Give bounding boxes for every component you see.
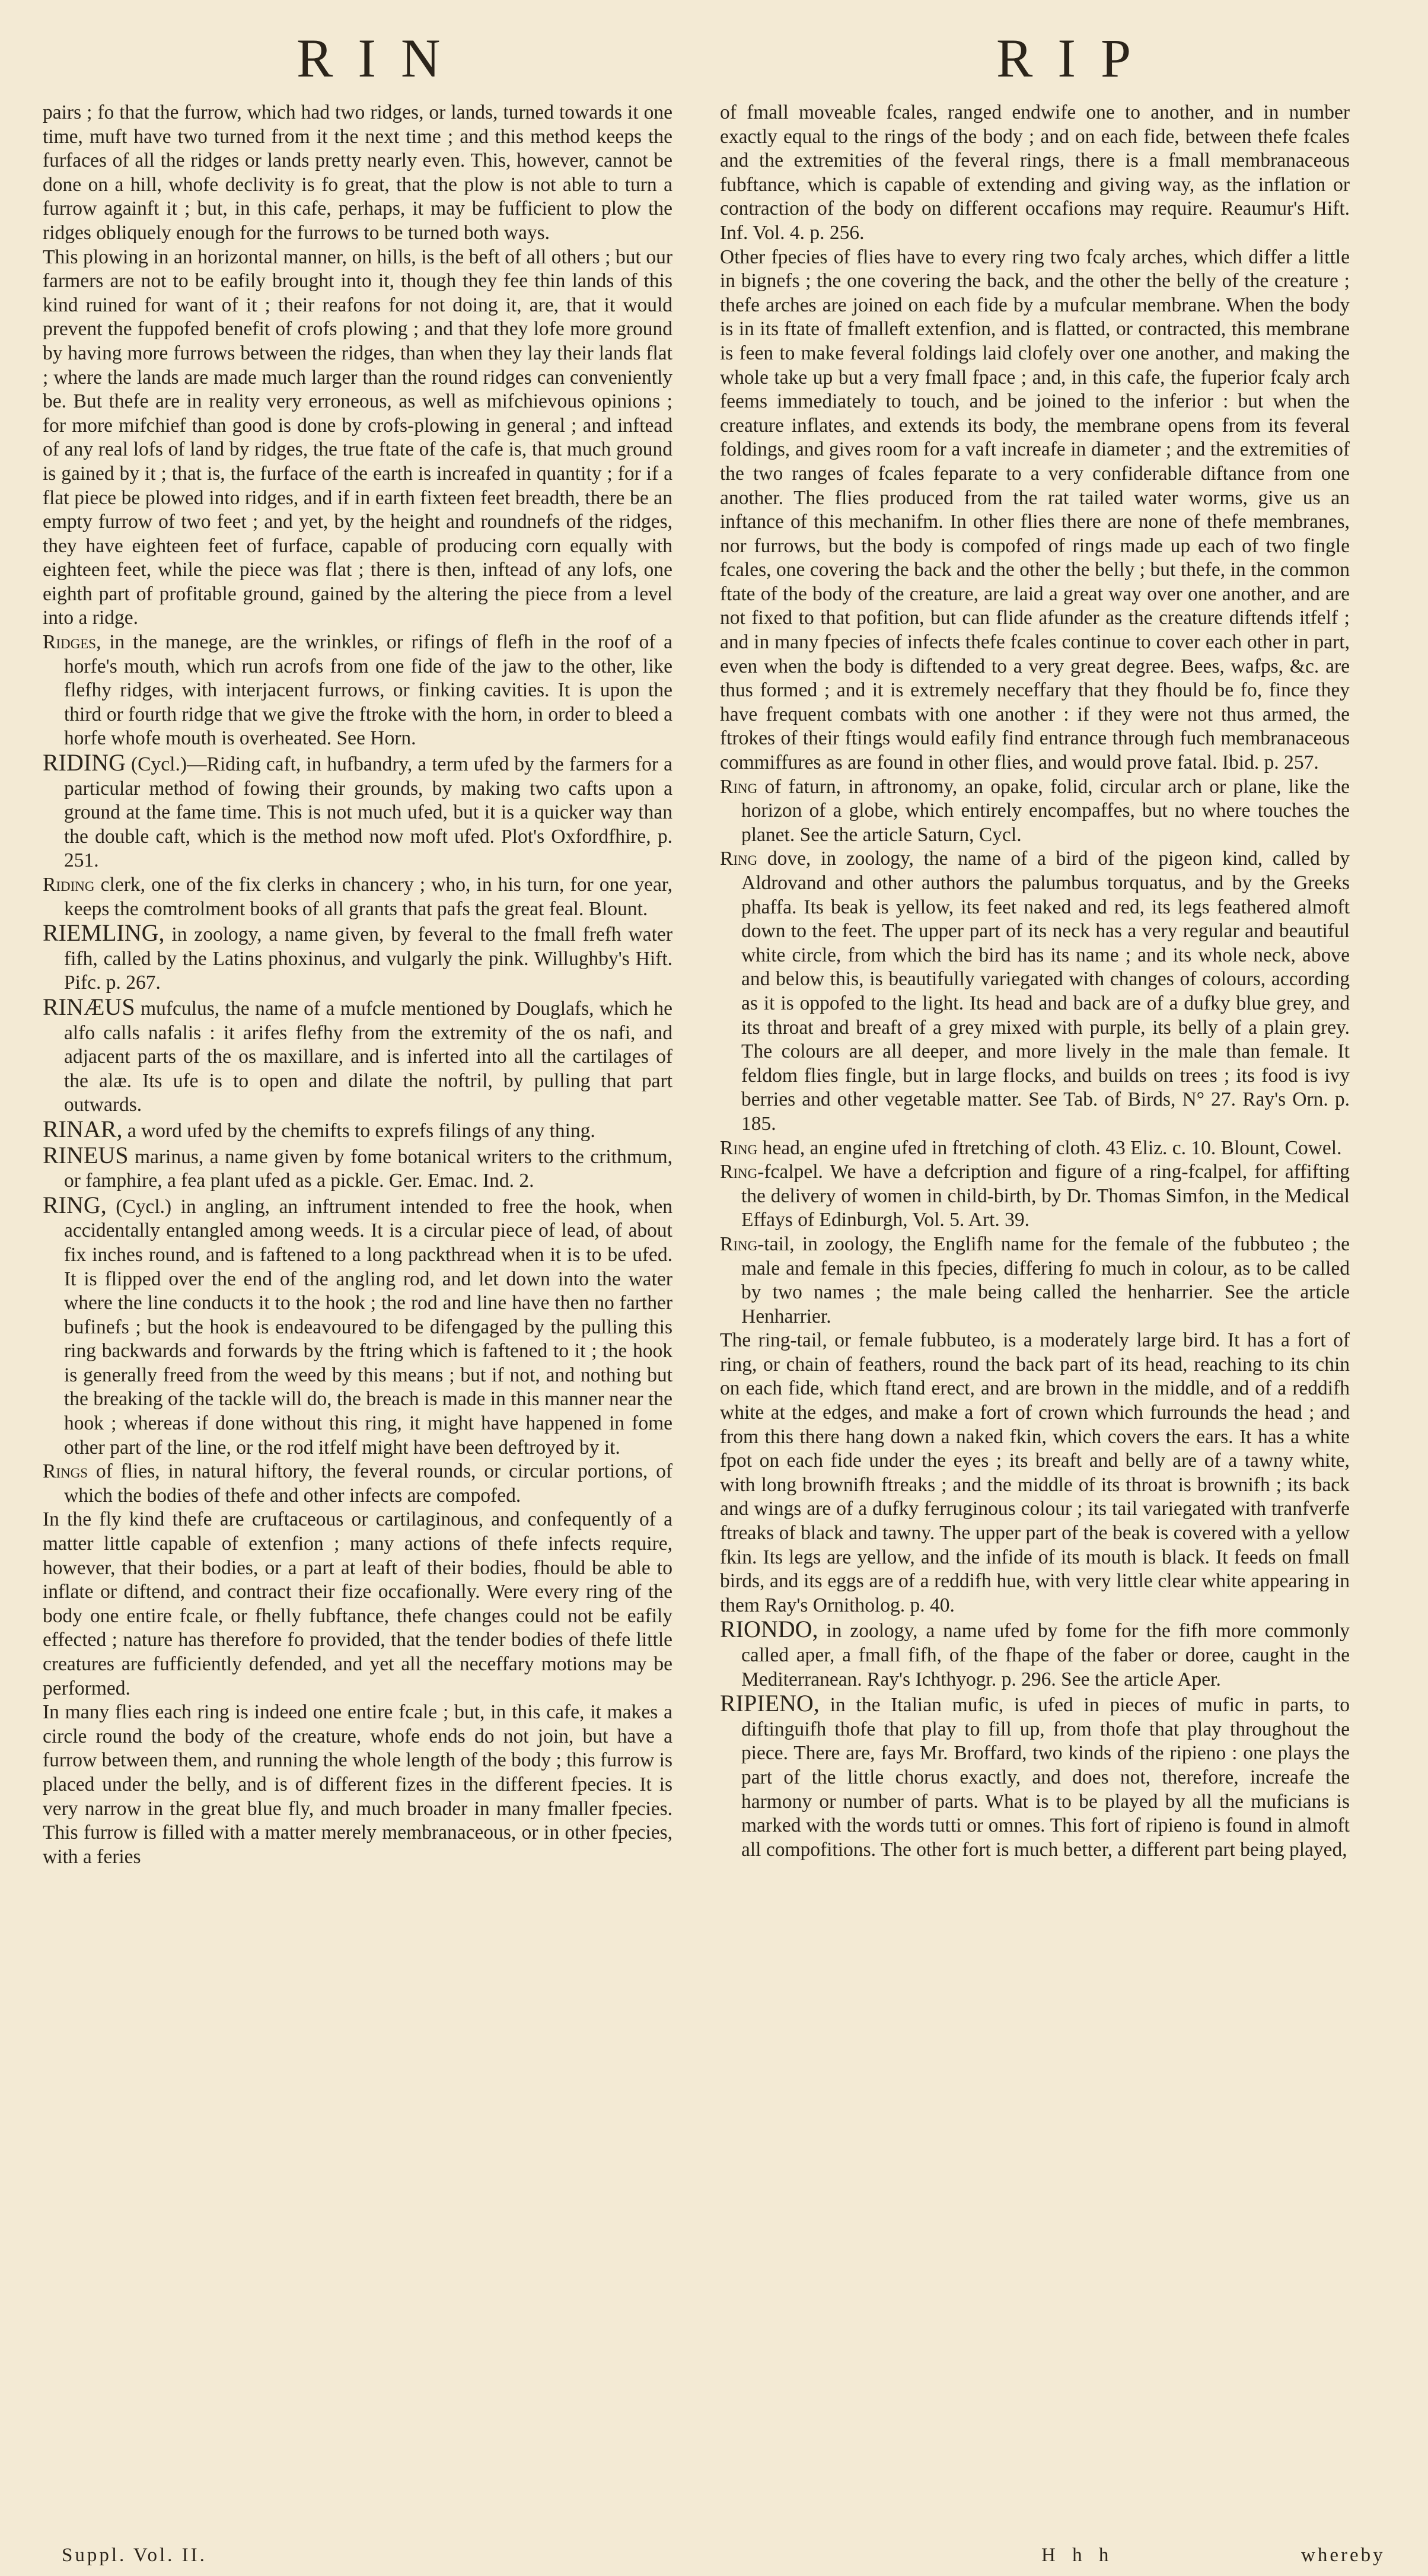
entry-text: This plowing in an horizontal manner, on hills, is the beft of all others ; but our farmers are not to be eafily brought into it, though they fee thin lands of this kind ruined for want of it ; their reafons for not doing it, are, that it would prevent the fuppofed benefit of crofs plowing ; and that they lofe more ground by having more furrows between the ridges, than when they lay their lands flat ; where the lands are made much larger than the round ridges can conveniently be. But thefe are in reality very erroneous, as well as mifchievous opinions ; for more mifchief than good is done by crofs-plowing in general ; and inftead of any real lofs of land by ridges, the true ftate of the cafe is, that much ground is gained by it ; that is, the furface of the earth is increafed in quantity ; for if a flat piece be plowed into ridges, and if in earth fixteen feet breadth, there be an empty furrow of two feet ; and yet, by the height and roundnefs of the ridges, they have eighteen feet of furface, capable of producing corn equally with eighteen feet, while the piece was flat ; there is then, inftead of any lofs, one eighth part of profitable ground, gained by the altering the piece from a level into a ridge. xyxy=(43,246,672,629)
entry-headword: RIEMLING, xyxy=(43,919,165,947)
entry-text: In the fly kind thefe are cruftaceous or cartilaginous, and confequently of a matter little capable of extenfion ; many actions of thefe infects require, however, that their bodies, or a part at leaft of their bodies, fhould be able to inflate or diftend, and contract their fize occafionally. Were every ring of the body one entire fcale, or fhelly fubftance, thefe changes could not be eafily effected ; nature has therefore fo provided, that the tender bodies of thefe little creatures are fufficiently defended, and yet all the neceffary motions may be performed. xyxy=(43,1508,672,1699)
entry-text: pairs ; fo that the furrow, which had two ridges, or lands, turned towards it one time, muft have two turned from it the next time ; and this method keeps the furfaces of all the ridges or lands pretty nearly even. This, however, cannot be done on a hill, whofe declivity is fo great, that the plow is not able to turn a furrow againft it ; but, in this cafe, perhaps, it may be fufficient to plow the ridges obliquely enough for the furrows to be turned both ways. xyxy=(43,101,672,244)
entry-headword: RINEUS xyxy=(43,1141,129,1168)
running-head-right: RIP xyxy=(996,28,1156,88)
entry-text: marinus, a name given by fome botanical writers to the crithmum, or famphire, a fea plant ufed as a pickle. Ger. Emac. Ind. 2. xyxy=(64,1145,672,1192)
entry-text: -tail, in zoology, the Englifh name for the female of the fubbuteo ; the male and female in this fpecies, differing fo much in colour, as to be called by two names ; the male being called the henharrier. See the article Henharrier. xyxy=(741,1233,1350,1327)
entry-text: Other fpecies of flies have to every ring two fcaly arches, which differ a little in bignefs ; the one covering the back, and the other the belly of the creature ; thefe arches are joined on each fide by a mufcular membrane. When the body is in its ftate of fmalleft extenfion, and is flatted, or contracted, this membrane is feen to make feveral foldings laid clofely over one another, and making the whole take up but a very fmall fpace ; and, in this cafe, the fuperior fcaly arch feems immediately to touch, and be joined to the inferior : but when the creature inflates, and extends its body, the membrane opens from its feveral foldings, and gives room for a vaft increafe in diameter ; and the extremities of the two ranges of fcales feparate to a very confiderable diftance from one another. The flies produced from the rat tailed water worms, give us an inftance of this mechanifm. In other flies there are none of thefe membranes, nor furrows, but the body is compofed of rings made up each of two fingle fcales, one covering the back and the other the belly ; but thefe, in the common ftate of the body of the creature, are laid a great way over one another, and are not fixed to that pofition, but can flide afunder as the creature diftends itfelf ; and in many fpecies of infects thefe fcales continue to cover each other in part, even when the body is diftended to a very great degree. Bees, wafps, &c. are thus formed ; and it is extremely neceffary that they fhould be fo, fince they have frequent combats with one another : if they were not thus armed, the ftrokes of their ftings would eafily find entrance through fuch membranaceous commiffures as are found in other flies, and would prove fatal. Ibid. p. 257. xyxy=(720,246,1350,774)
dictionary-entry xyxy=(43,1701,672,1869)
entry-headword: RINÆUS xyxy=(43,993,135,1020)
entry-headword: RIDING xyxy=(43,749,126,776)
dictionary-entry xyxy=(720,246,1350,775)
entry-headword: Ring xyxy=(720,848,758,870)
dictionary-entry xyxy=(43,246,672,631)
entry-headword: RINAR, xyxy=(43,1115,123,1142)
dictionary-entry xyxy=(720,847,1350,1136)
entry-headword: Rings xyxy=(43,1460,88,1483)
dictionary-entry xyxy=(720,1329,1350,1617)
dictionary-entry xyxy=(720,775,1350,848)
entry-headword: Ring xyxy=(720,1161,758,1183)
entry-headword: Ring xyxy=(720,775,758,798)
dictionary-entry xyxy=(43,921,672,995)
entry-headword: Ring xyxy=(720,1233,758,1255)
dictionary-entry xyxy=(43,873,672,921)
entry-text: of fmall moveable fcales, ranged endwife one to another, and in number exactly equal to the rings of the body ; and on each fide, between thefe fcales and the extremities of the feveral rings, there is a fmall membranaceous fubftance, which is capable of extending and giving way, as the inflation or contraction of the body on different occafions may require. Reaumur's Hift. Inf. Vol. 4. p. 256. xyxy=(720,101,1350,244)
dictionary-entry xyxy=(720,1692,1350,1862)
entry-text: (Cycl.) in angling, an inftrument intended to free the hook, when accidentally entangled among weeds. It is a circular piece of lead, of about fix inches round, and is faftened to a long packthread when it is to be ufed. It is flipped over the end of the angling rod, and let down into the water where the line conducts it to the hook ; the rod and line have then no farther bufinefs ; but the hook is endeavoured to be difengaged by the pulling this ring backwards and forwards by the ftring which is faftened to it ; the hook is generally freed from the weed by this means ; but if not, and nothing but the breaking of the tackle will do, the breach is made in this manner near the hook ; whereas if done without this ring, it might have happened in fome other part of the line, or the rod itfelf might have been deftroyed by it. xyxy=(64,1195,672,1459)
entry-text: in the Italian mufic, is ufed in pieces of mufic in parts, to diftinguifh thofe that play to fill up, from thofe that play throughout the piece. There are, fays Mr. Broffard, two kinds of the ripieno : one plays the part of the little chorus exactly, and does not, therefore, increafe the harmony or number of parts. What is to be played by all the muficians is marked with the words tutti or omnes. This fort of ripieno is found in almoft all compofitions. The other fort is much better, a different part being played, xyxy=(741,1694,1350,1861)
dictionary-entry xyxy=(43,1141,672,1193)
entry-text: head, an engine ufed in ftretching of cloth. 43 Eliz. c. 10. Blount, Cowel. xyxy=(757,1136,1342,1159)
signature-mark: H h h xyxy=(1041,2545,1115,2566)
entry-text: In many flies each ring is indeed one entire fcale ; but, in this cafe, it makes a circle round the body of the creature, whofe ends do not join, but have a furrow between them, and running the whole length of the body ; this furrow is placed under the belly, and is of different fizes in the different fpecies. It is very narrow in the great blue fly, and much broader in many fmaller fpecies. This furrow is filled with a matter merely membranaceous, or in other fpecies, with a feries xyxy=(43,1701,672,1868)
dictionary-entry xyxy=(720,1136,1350,1161)
entry-text: (Cycl.)—Riding caft, in hufbandry, a term ufed by the farmers for a particular method of fowing their grounds, by making two cafts upon a ground at the fame time. This is not much ufed, but it is a quicker way than the double caft, which is the method now moft ufed. Plot's Oxfordfhire, p. 251. xyxy=(64,753,672,872)
entry-text: clerk, one of the fix clerks in chancery ; who, in his turn, for one year, keeps the comtrolment books of all grants that pafs the great feal. Blount. xyxy=(64,874,672,920)
entry-text: in the manege, are the wrinkles, or rifings of flefh in the roof of a horfe's mouth, which run acrofs from one fide of the jaw to the other, like flefhy ridges, with interjacent furrows, or finking cavities. It is upon the third or fourth ridge that we give the ftroke with the horn, in order to bleed a horfe whofe mouth is overheated. See Horn. xyxy=(64,631,672,750)
dictionary-entry xyxy=(720,1233,1350,1329)
entry-text: in zoology, a name ufed by fome for the fifh more commonly called aper, a fmall fifh, of the fhape of the faber or doree, caught in the Mediterranean. Ray's Ichthyogr. p. 296. See the article Aper. xyxy=(741,1620,1350,1690)
entry-headword: RIPIENO, xyxy=(720,1690,820,1717)
right-column xyxy=(720,101,1350,1862)
entry-headword: RIONDO, xyxy=(720,1616,818,1643)
dictionary-entry xyxy=(43,1508,672,1701)
dictionary-entry xyxy=(43,995,672,1117)
entry-headword: Ridges, xyxy=(43,631,101,654)
entry-text: of flies, in natural hiftory, the feveral rounds, or circular portions, of which the bodies of thefe and other infects are compofed. xyxy=(64,1460,672,1507)
dictionary-entry xyxy=(43,101,672,246)
entry-text: in zoology, a name given, by feveral to the fmall frefh water fifh, called by the Latins phoxinus, and vulgarly the pink. Willughby's Hift. Pifc. p. 267. xyxy=(64,924,672,994)
entry-text: The ring-tail, or female fubbuteo, is a moderately large bird. It has a fort of ring, or chain of feathers, round the back part of its head, reaching to its chin on each fide, which ftand erect, and are brown in the middle, and of a reddifh white at the edges, and make a fort of crown which furrounds the head ; and from this there hang down a naked fkin, which covers the ears. It has a white fpot on each fide under the eyes ; its breaft and belly are of a tawny white, with long brownifh ftreaks ; and the middle of its throat is brownifh ; its back and wings are of a dufky ferruginous colour ; its tail variegated with tranfverfe ftreaks of black and tawny. The upper part of the beak is covered with a yellow fkin. Its legs are yellow, and the infide of its mouth is black. It feeds on fmall birds, and its eggs are of a reddifh hue, with very little clear white appearing in them Ray's Ornitholog. p. 40. xyxy=(720,1329,1350,1616)
dictionary-entry xyxy=(43,631,672,751)
entry-text: mufculus, the name of a mufcle mentioned by Douglafs, which he alfo calls nafalis : it arifes flefhy from the extremity of the os nafi, and adjacent parts of the os maxillare, and is inferted into all the cartilages of the alæ. Its ufe is to open and dilate the noftril, by pulling that part outwards. xyxy=(64,997,672,1116)
running-head-left: RIN xyxy=(297,28,466,88)
entry-text: -fcalpel. We have a defcription and figure of a ring-fcalpel, for affifting the delivery of women in child-birth, by Dr. Thomas Simfon, in the Medical Effays of Edinburgh, Vol. 5. Art. 39. xyxy=(741,1161,1350,1231)
entry-headword: Ring xyxy=(720,1136,758,1159)
entry-text: a word ufed by the chemifts to exprefs filings of any thing. xyxy=(122,1119,595,1142)
entry-text: of faturn, in aftronomy, an opake, folid, circular arch or plane, like the horizon of a globe, which entirely encompaffes, but no where touches the planet. See the article Saturn, Cycl. xyxy=(741,775,1350,846)
entry-headword: RING, xyxy=(43,1191,107,1218)
entry-text: dove, in zoology, the name of a bird of the pigeon kind, called by Aldrovand and other authors the palumbus torquatus, and by the Greeks phaffa. Its beak is yellow, its feet naked and red, its legs feathered almoft down to the feet. The upper part of its neck has a very regular and beautiful white circle, from which the bird has its name ; and its whole neck, above and below this, is beautifully variegated with changes of colours, according as it is oppofed to the light. Its head and back are of a dufky blue grey, and its throat and breaft of a grey mixed with purple, its belly of a plain grey. The colours are all deeper, and more lively in the male than female. It feldom flies fingle, but in large flocks, and builds on trees ; its food is ivy berries and other vegetable matter. See Tab. of Birds, N° 27. Ray's Orn. p. 185. xyxy=(741,848,1350,1135)
dictionary-entry xyxy=(720,1617,1350,1692)
signature-volume: Suppl. Vol. II. xyxy=(62,2545,207,2566)
dictionary-entry xyxy=(43,1117,672,1144)
dictionary-entry xyxy=(720,1160,1350,1233)
left-column xyxy=(43,101,672,1869)
catchword: whereby xyxy=(1301,2545,1385,2566)
dictionary-entry xyxy=(720,101,1350,246)
entry-headword: Riding xyxy=(43,874,95,896)
dictionary-entry xyxy=(43,1460,672,1508)
dictionary-entry xyxy=(43,1193,672,1460)
dictionary-entry xyxy=(43,751,672,873)
